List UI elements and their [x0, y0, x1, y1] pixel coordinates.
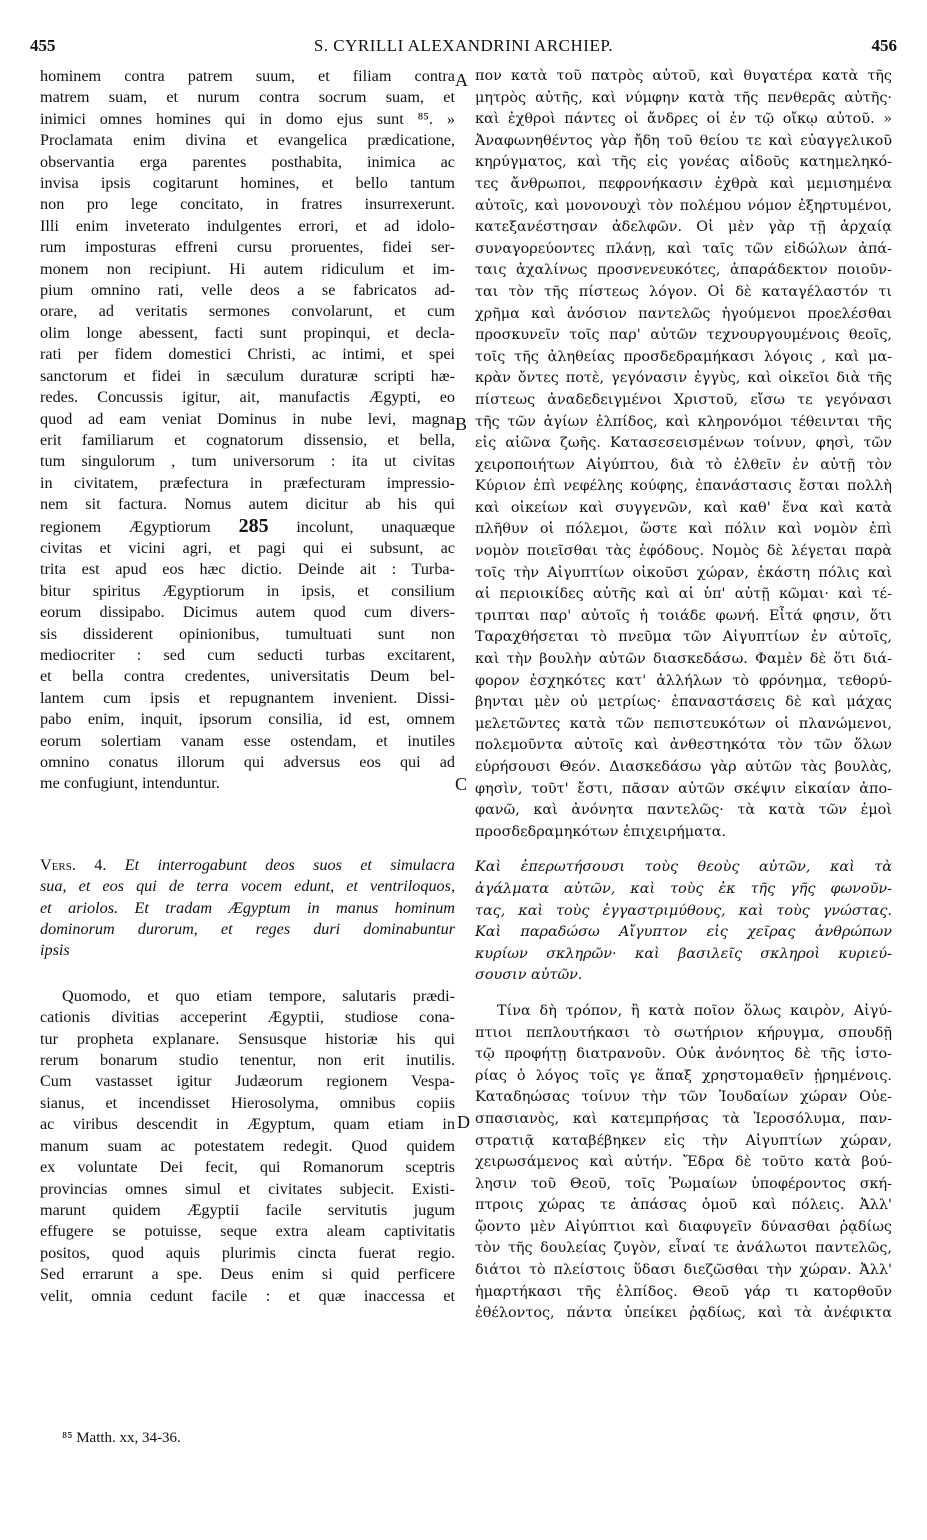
page-number-right: 456: [871, 36, 897, 55]
text-line: ex voluntate Dei fecit, qui Romanorum sceptris: [40, 1158, 455, 1177]
text-line: olim longe abessent, facti sunt propinqui, et decla-: [40, 323, 455, 342]
section-marker-d: D: [457, 1112, 470, 1132]
text-line: bitur spiritus Ægyptiorum in ipsis, et consilium: [40, 581, 455, 600]
text-line: ipsis: [40, 941, 70, 960]
text-line: Vers. 4. Et interrogabunt deos suos et simulacra: [40, 855, 456, 874]
text-line: mediocriter : sed cum seducti turbas excitarent,: [40, 645, 455, 664]
text-line: τες ἄνθρωποι, πεφρονήκασιν ἐχθρὰ καὶ μεμισημένα: [475, 175, 892, 192]
text-line: rerum bonarum studio tenentur, non erit inutilis.: [40, 1051, 455, 1070]
text-line: λησιν τοῦ Θεοῦ, τοῖς Ῥωμαίων ὑποφέροντος σκή-: [475, 1175, 892, 1192]
text-line: Sed errarunt a spe. Deus enim si quid perficere: [40, 1265, 455, 1284]
text-line: manum suam ac potestatem redegit. Quod quidem: [40, 1136, 455, 1155]
text-line: χειροποιήτων Αἰγύπτου, διὰ τὸ ἐλθεῖν ἐν αὐτῇ τὸν: [475, 456, 892, 473]
text-line: πον κατὰ τοῦ πατρὸς αὐτοῦ, καὶ θυγατέρα κατὰ τῆς: [475, 68, 892, 84]
text-line: provincias omnes simul et civitates subjecit. Existi-: [40, 1179, 455, 1198]
text-line: κυρίων σκληρῶν· καὶ βασιλεῖς σκληροὶ κυριεύ-: [475, 945, 892, 962]
text-line: monem non recipiunt. Hi autem ridiculum et im-: [40, 259, 455, 278]
text-line: καὶ τὴν βουλὴν αὐτῶν διασκεδάσω. Φαμὲν δὲ ὅτι διά-: [475, 651, 892, 668]
latin-line-285: regionem Ægyptiorum 285 incolunt, unaquæque: [40, 514, 456, 537]
text-line: observantia erga parentes posthabita, inimica ac: [40, 152, 455, 171]
latin-column: [40, 66, 455, 1307]
text-line: eorum solertiam vanam esse ostendam, et inutiles: [40, 731, 455, 750]
text-line: Καταδηώσας τοίνυν τὴν τῶν Ἰουδαίων χώραν Οὐε-: [475, 1089, 892, 1106]
text-line: sua, et eos qui de terra vocem edunt, et ventriloquos,: [40, 877, 455, 896]
text-line: καὶ ἐχθροὶ πάντες οἱ ἄνδρες οἱ ἐν τῷ οἴκῳ αὐτοῦ. »: [475, 111, 892, 128]
text-line: διάτοι τὸ πλείστοις ὕδασι διεζῶσθαι τὴν χώραν. Ἀλλ': [475, 1262, 892, 1279]
text-line: ἡμαρτήκασι τῆς ἐλπίδος. Θεοῦ γάρ τι κατορθοῦν: [475, 1283, 892, 1300]
text-line: nem sit factura. Nomus autem dicitur ab his qui: [40, 495, 455, 514]
text-line: πλῆθυν οἱ πόλεμοι, ὥστε καὶ πόλιν καὶ νομὸν ἐπὶ: [475, 521, 892, 538]
text-line: ἐθέλοντος, πάντα ὑπείκει ῥᾳδίως, καὶ τὰ ἀνέφικτα: [475, 1305, 892, 1322]
text-line: πτροις χώρας τε ἁπάσας ὁμοῦ καὶ πόλεις. Ἀλλ': [475, 1197, 892, 1214]
text-line: νομὸν ποιεῖσθαι τὰς ἐφόδους. Νομὸς δὲ λέγεται παρὰ: [475, 543, 892, 560]
text-line: inimici omnes homines qui in domo ejus sunt ⁸⁵. »: [40, 109, 455, 128]
text-line: μελετῶντες κατὰ τῶν πεπιστευκότων οἱ πλανώμενοι,: [475, 715, 892, 732]
text-line: εὑρήσουσι Θεόν. Διασκεδάσω γὰρ αὐτῶν τὰς βουλὰς,: [475, 759, 892, 775]
text-line: Proclamata enim divina et evangelica prædicatione,: [40, 131, 455, 150]
text-line: velit, omnia cedunt facile : et quæ inaccessa et: [40, 1286, 455, 1305]
text-line: χρῆμα καὶ ἀνόσιον παντελῶς ἡγούμενοι προελέσθαι: [475, 305, 892, 322]
text-line: εἰς αἰῶνα ζωῆς. Κατασεσεισμένων τοίνυν, φησὶ, τῶν: [475, 435, 892, 452]
text-line: civitas et vicini agri, et pagi qui ei subsunt, ac: [40, 538, 455, 557]
text-line: προσκυνεῖν τοῖς παρ' αὐτῶν τεχνουργουμένοις θεοῖς,: [475, 327, 892, 344]
text-line: Cum vastasset igitur Judæorum regionem Vespa-: [40, 1072, 455, 1091]
text-line: ταις ἀχαλίνως προσνενευκότες, ἀπαράδεκτον ποιοῦν-: [475, 262, 892, 279]
text-line: βηνται μὲν οὐ μετρίως· ἐπαναστάσεις δὲ καὶ μάχας: [475, 694, 892, 711]
text-line: Ἀναφωνηθέντος γὰρ ἤδη τοῦ θείου τε καὶ εὐαγγελικοῦ: [475, 132, 892, 149]
text-line: hominem contra patrem suum, et filiam contra: [40, 67, 455, 85]
text-line: effugere se potuisse, seque extra aleam captivitatis: [40, 1222, 455, 1241]
text-line: πολεμοῦντα αὐτοῖς καὶ ἀνθεστηκότα τὸν τῶν ὅλων: [475, 737, 892, 754]
text-line: Illi enim inveterato indulgentes errori, et ad idolo-: [40, 216, 455, 235]
text-line: Ταραχθήσεται τὸ πνεῦμα τῶν Αἰγυπτίων ἐν αὐτοῖς,: [475, 629, 892, 646]
text-line: tur propheta explanare. Sensusque historiæ his qui: [40, 1029, 455, 1048]
text-line: cationis divitias acceperint Ægyptii, studiose cona-: [40, 1008, 455, 1027]
text-line: τῷ προφήτῃ διατρανοῦν. Οὐκ ἀνόνητος δὲ τῆς ἱστο-: [475, 1046, 892, 1063]
column-number: 285: [238, 514, 269, 537]
text-line: pium omnino rati, velle deos a se fabricatos ad-: [40, 281, 455, 300]
latin-paragraph-1: [40, 66, 455, 516]
text-line: κρὰν ὄντες ποτὲ, γεγόνασιν ἐγγὺς, καὶ οἰκεῖοι διὰ τῆς: [475, 370, 892, 387]
text-line: τοῖς τῆς ἀληθείας προσδεδραμήκασι λόγοις , καὶ μα-: [475, 348, 892, 365]
text-line: ται τὸν τῆς πίστεως λόγον. Οἱ δὲ καταγέλαστόν τι: [475, 283, 892, 300]
text-line: sanctorum et fidei in sæculum duraturæ scripti hæ-: [40, 366, 455, 385]
text-line: erit familiarum et cognatorum dissensio, et bella,: [40, 430, 455, 449]
text-line: αὐτοῖς, καὶ μονονουχὶ τὸν πολέμου νόμον ἐξηρτυμένοι,: [475, 197, 892, 214]
text-line: τὸν τῆς δουλείας ζυγὸν, εἶναί τε ἀνάλωτοι παντελῶς,: [475, 1240, 892, 1257]
text-line: μητρὸς αὐτῆς, καὶ νύμφην κατὰ τῆς πενθερᾶς αὐτῆς·: [475, 89, 892, 106]
text-line: φανῶ, καὶ ἀνόνητα παντελῶς· τὰ κατὰ τῶν ἐμοὶ: [475, 802, 892, 819]
text-line: τας, καὶ τοὺς ἐγγαστριμύθους, καὶ τοὺς γνώστας.: [475, 902, 892, 919]
text-line: rati per fidem domestici Christi, ac intimi, et spei: [40, 345, 455, 364]
text-line: tum singulorum , tum universorum : ita ut civitas: [40, 452, 455, 471]
text-line: Τίνα δὴ τρόπον, ἢ κατὰ ποῖον ὅλως καιρὸν, Αἰγύ-: [497, 1002, 892, 1019]
text-line: in civitatem, præfectura in præfecturam impressio-: [40, 473, 455, 492]
greek-verse: [475, 857, 892, 987]
text-line: Καὶ ἐπερωτήσουσι τοὺς θεοὺς αὐτῶν, καὶ τὰ: [475, 859, 892, 876]
text-line: τῆς τῶν ἁγίων ἐλπίδος, καὶ κληρονόμοι τέθεινται τῆς: [475, 413, 892, 430]
footnote: ⁸⁵ Matth. xx, 34-36.: [62, 1430, 181, 1446]
verse-label: Vers. 4.: [40, 855, 107, 874]
text-line: φορον ἐσχηκότες κατ' ἀλλήλων τὸ φρόνημα, τεθορύ-: [475, 672, 892, 689]
page-header: [30, 36, 897, 60]
text-line: trita est apud eos hæc dictio. Deinde ait : Turba-: [40, 560, 455, 579]
text-line: rum imposturas effreni cursu proruentes, fidei ser-: [40, 238, 455, 257]
page-number-left: 455: [30, 36, 56, 55]
text-line: sianus, et incendisset Hierosolyma, omnibus copiis: [40, 1093, 455, 1112]
section-marker-a: A: [455, 70, 468, 90]
text-line: matrem suam, et nurum contra socrum suam, et: [40, 88, 455, 107]
text-line: ρίας ὁ λόγος τοῖς γε ἅπαξ χρηστομαθεῖν ᾐρημένοις.: [475, 1067, 892, 1084]
text-line: πτιοι πεπλουτήκασι τὸ σωτήριον κήρυγμα, σπουδῇ: [475, 1024, 892, 1041]
text-line: τριπται παρ' αὐτοῖς ἡ τοιάδε φωνή. Εἶτά φησιν, ὅτι: [475, 607, 892, 624]
text-line: φησὶν, τοῦτ' ἔστι, πᾶσαν αὐτῶν σκέψιν εἰκαίαν ἀπο-: [475, 780, 892, 797]
text-line: et ariolos. Et tradam Ægyptum in manus hominum: [40, 898, 455, 917]
text-line: ἀγάλματα αὐτῶν, καὶ τοὺς ἐκ τῆς γῆς φωνοῦν-: [475, 880, 892, 897]
text-line: positos, quod aquis plurimis cincta fuerat regio.: [40, 1243, 455, 1262]
text-line: καὶ οἰκείων καὶ συγγενῶν, καὶ καθ' ἕνα καὶ κατὰ: [475, 499, 892, 516]
text-line: eorum dissipabo. Dicimus autem quod cum divers-: [40, 603, 455, 622]
text-line: σουσιν αὐτῶν.: [475, 967, 583, 984]
text-line: sis dissiderent opinionibus, tumultuati sunt non: [40, 624, 455, 643]
text-line: et bella contra credentes, universitatis Deum bel-: [40, 667, 455, 686]
text-line: Κύριον ἐπὶ νεφέλης κούφης, ἐπανάστασις ἔσται πολλὴ: [475, 478, 892, 495]
text-line: Καὶ παραδώσω Αἴγυπτον εἰς χεῖρας ἀνθρώπων: [475, 924, 892, 941]
text-line: χειρωσάμενος καὶ αὐτήν. Ἔδρα δὲ τοῦτο κατὰ βού-: [475, 1154, 892, 1171]
greek-paragraph-1: [475, 66, 892, 843]
text-line: στρατιᾷ καταβέβηκεν εἰς τὴν Αἰγυπτίων χώραν,: [475, 1132, 892, 1149]
text-line: lantem cum ipsis et repugnantem invenient. Dissi-: [40, 688, 455, 707]
text-line: marunt quidem Ægyptii facile servitutis jugum: [40, 1200, 455, 1219]
text-line: orare, ad veritatis sermones convolarunt, et cum: [40, 302, 455, 321]
text-line: σπασιανὸς, καὶ κατεμπρήσας τὰ Ἱεροσόλυμα, παν-: [475, 1110, 892, 1127]
section-marker-b: B: [455, 414, 468, 434]
section-marker-c: C: [455, 774, 468, 794]
text-line: Quomodo, et quo etiam tempore, salutaris prædi-: [62, 986, 455, 1005]
text-line: invisa ipsis cogitarunt homines, et bello tantum: [40, 174, 455, 193]
latin-verse: [40, 855, 455, 962]
text-line: quod ad eam veniat Dominus in nube levi, magna: [40, 409, 455, 428]
latin-paragraph-2: [40, 986, 455, 1307]
text-line: πίστεως ἀναδεδειγμένοι Χριστοῦ, εἴσω τε γεγόνασι: [475, 391, 892, 408]
greek-paragraph-2: [475, 1001, 892, 1325]
text-line: κατεξανέστησαν ἀδελφῶν. Οἱ μὲν γὰρ τῇ ἀρχαίᾳ: [475, 219, 892, 236]
text-line: κηρύγματος, καὶ τῆς εἰς γονέας αἰδοῦς κατημεληκό-: [475, 154, 892, 171]
text-line: dominorum durorum, et reges duri dominabuntur: [40, 920, 455, 939]
text-line: pabo enim, inquit, ipsorum consilia, id est, omnem: [40, 710, 455, 729]
greek-column: [475, 66, 892, 1325]
text-line: ac viribus descendit in Ægyptum, quam etiam in: [40, 1115, 455, 1134]
text-line: non pro lege concitato, in fratres insurrexerunt.: [40, 195, 455, 214]
text-line: αἱ περιοικίδες αὐτῆς καὶ αἱ ὑπ' αὐτῇ κῶμαι· καὶ τέ-: [475, 586, 892, 603]
text-line: me confugiunt, intenduntur.: [40, 774, 220, 793]
running-title: S. CYRILLI ALEXANDRINI ARCHIEP.: [313, 36, 614, 55]
text-line: προσδεδραμηκότων ἐπιχειρήματα.: [475, 823, 727, 840]
text-line: omnino conatus illorum qui adversus eos qui ad: [40, 753, 455, 771]
text-line: redes. Concussis igitur, ait, manufactis Ægypti, eo: [40, 388, 455, 407]
text-line: συναγορεύοντες πλάνῃ, καὶ ταῖς τῶν εἰδώλων ἀπά-: [475, 240, 892, 257]
text-line: ᾤοντο μὲν Αἰγύπτιοι καὶ διαφυγεῖν δύνασθαι ῥᾳδίως: [475, 1218, 892, 1235]
latin-paragraph-1b: [40, 538, 455, 795]
text-line: τοῖς τὴν Αἰγυπτίων οἰκοῦσι χώραν, ἑκάστη πόλις καὶ: [475, 564, 892, 581]
